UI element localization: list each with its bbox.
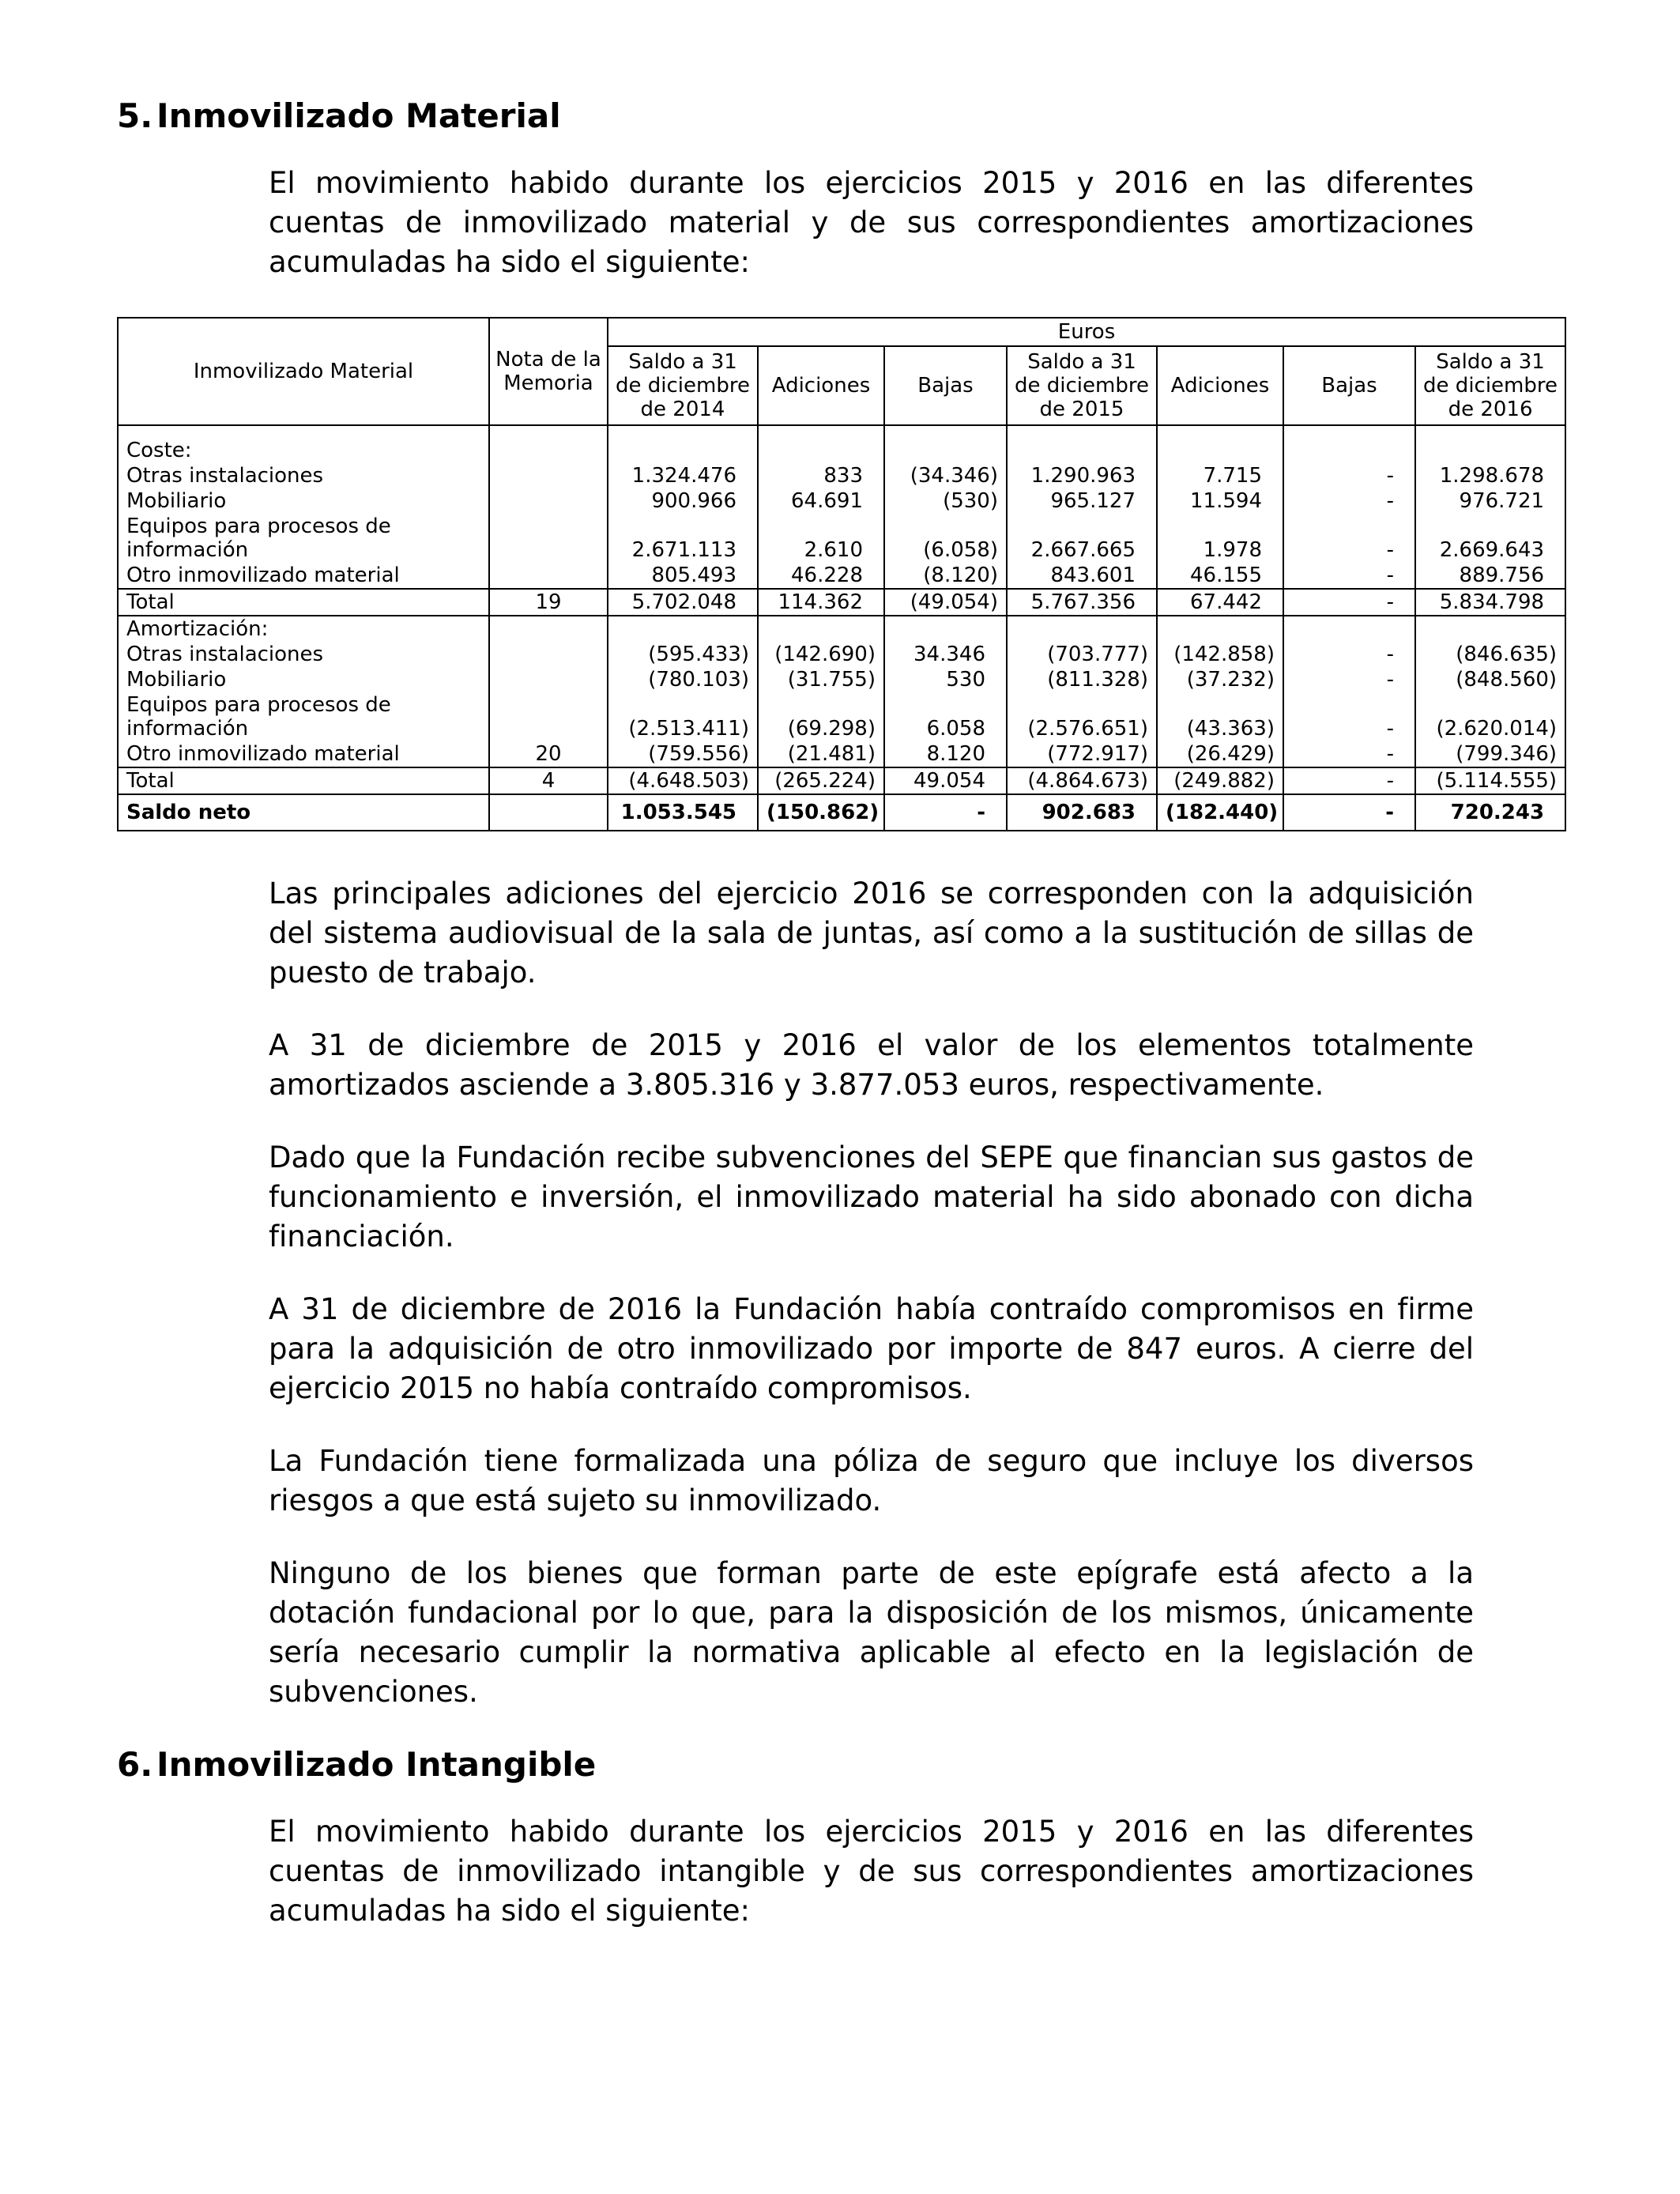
table-value: 1.298.678 (1415, 463, 1565, 488)
table-value: (846.635) (1415, 642, 1565, 667)
table-value (608, 425, 758, 463)
row-label: Saldo neto (118, 794, 489, 831)
table-value: 7.715 (1157, 463, 1283, 488)
row-label: Mobiliario (118, 667, 489, 692)
table-value: - (1283, 767, 1415, 794)
paragraph-adiciones-2016: Las principales adiciones del ejercicio 2016 se corresponden con la adquisición del sistema audiovisual de la sala de juntas, así como a la sustitución de sillas de puesto de trabajo. (269, 876, 1474, 990)
table-value: 965.127 (1007, 488, 1157, 514)
nota-memoria-value: 19 (489, 589, 608, 616)
table-value: - (1283, 642, 1415, 667)
table-value (1415, 616, 1565, 642)
table-value: (34.346) (884, 463, 1007, 488)
table-value: (8.120) (884, 563, 1007, 589)
table-value: 2.669.643 (1415, 514, 1565, 563)
table-value: (772.917) (1007, 741, 1157, 767)
table-row (118, 642, 1565, 667)
nota-memoria-value (489, 794, 608, 831)
table-header (118, 318, 1565, 425)
table-value: (265.224) (758, 767, 884, 794)
table-value (1415, 425, 1565, 463)
table-row (118, 563, 1565, 589)
inmovilizado-material-table (117, 317, 1566, 831)
table-row (118, 488, 1565, 514)
table-value: 976.721 (1415, 488, 1565, 514)
table-value: 2.667.665 (1007, 514, 1157, 563)
table-value: - (1283, 589, 1415, 616)
paragraph-poliza-seguro: La Fundación tiene formalizada una póliza de seguro que incluye los diversos riesgos a que está sujeto su inmovilizado. (269, 1444, 1474, 1517)
table-value: 34.346 (884, 642, 1007, 667)
col-header-saldo-2014: Saldo a 31 de diciembre de 2014 (608, 346, 758, 425)
table-row (118, 514, 1565, 563)
table-value: - (1283, 741, 1415, 767)
table-value (1157, 616, 1283, 642)
table-value (1007, 425, 1157, 463)
table-value: 889.756 (1415, 563, 1565, 589)
col-header-nota-memoria: Nota de la Memoria (489, 318, 608, 425)
table-value: (249.882) (1157, 767, 1283, 794)
table-row (118, 667, 1565, 692)
table-row (118, 741, 1565, 767)
row-label: Otras instalaciones (118, 642, 489, 667)
row-label: Amortización: (118, 616, 489, 642)
table-value: 5.767.356 (1007, 589, 1157, 616)
col-header-saldo-2016: Saldo a 31 de diciembre de 2016 (1415, 346, 1565, 425)
section-5-heading (117, 96, 1565, 135)
table-value: (6.058) (884, 514, 1007, 563)
table-value: (21.481) (758, 741, 884, 767)
table-row (118, 692, 1565, 741)
table-value: 902.683 (1007, 794, 1157, 831)
paragraph-elementos-amortizados: A 31 de diciembre de 2015 y 2016 el valor de los elementos totalmente amortizados asciende a 3.805.316 y 3.877.053 euros, respectivamente. (269, 1028, 1474, 1102)
col-header-adiciones-1: Adiciones (758, 346, 884, 425)
table-value (884, 425, 1007, 463)
table-value: (4.864.673) (1007, 767, 1157, 794)
section-6-number: 6. (117, 1745, 153, 1784)
col-header-bajas-1: Bajas (884, 346, 1007, 425)
table-value (1283, 425, 1415, 463)
paragraph-compromisos: A 31 de diciembre de 2016 la Fundación había contraído compromisos en firme para la adquisición de otro inmovilizado por importe de 847 euros. A cierre del ejercicio 2015 no había contraído compromisos. (269, 1292, 1474, 1405)
table-value: 46.155 (1157, 563, 1283, 589)
nota-memoria-value (489, 425, 608, 589)
row-label: Equipos para procesos de información (118, 514, 489, 563)
row-label: Otro inmovilizado material (118, 563, 489, 589)
table-value: (26.429) (1157, 741, 1283, 767)
table-value (1157, 425, 1283, 463)
table-row (118, 794, 1565, 831)
section-5-number: 5. (117, 96, 153, 135)
table-value: (530) (884, 488, 1007, 514)
table-value: (49.054) (884, 589, 1007, 616)
table-value: (43.363) (1157, 692, 1283, 741)
section-5-intro-paragraph: El movimiento habido durante los ejercicios 2015 y 2016 en las diferentes cuentas de inmovilizado material y de sus correspondientes amortizaciones acumuladas ha sido el siguiente: (269, 166, 1474, 279)
table-value: - (1283, 488, 1415, 514)
table-value: 530 (884, 667, 1007, 692)
table-value: 5.834.798 (1415, 589, 1565, 616)
table-value: (780.103) (608, 667, 758, 692)
euros-group-header: Euros (608, 318, 1565, 346)
table-row (118, 425, 1565, 463)
row-label: Otras instalaciones (118, 463, 489, 488)
table-value: (2.576.651) (1007, 692, 1157, 741)
table-value: - (1283, 692, 1415, 741)
table-value: 11.594 (1157, 488, 1283, 514)
table-value: 67.442 (1157, 589, 1283, 616)
table-value: (142.690) (758, 642, 884, 667)
table-value: 720.243 (1415, 794, 1565, 831)
table-value: 1.290.963 (1007, 463, 1157, 488)
row-label: Mobiliario (118, 488, 489, 514)
table-value: (37.232) (1157, 667, 1283, 692)
section-6-heading (117, 1745, 1565, 1784)
table-value: (4.648.503) (608, 767, 758, 794)
paragraph-dotacion-fundacional: Ninguno de los bienes que forman parte de este epígrafe está afecto a la dotación fundacional por lo que, para la disposición de los mismos, únicamente sería necesario cumplir la normativa aplicable al efecto en la legislación de subvenciones. (269, 1556, 1474, 1709)
table-value (758, 425, 884, 463)
table-value: 46.228 (758, 563, 884, 589)
table-value: (848.560) (1415, 667, 1565, 692)
euros-header-row (118, 318, 1565, 346)
table-value: 833 (758, 463, 884, 488)
row-label: Coste: (118, 425, 489, 463)
table-value: (69.298) (758, 692, 884, 741)
table-value: (182.440) (1157, 794, 1283, 831)
table-value: - (884, 794, 1007, 831)
table-value: - (1283, 463, 1415, 488)
table-value: (595.433) (608, 642, 758, 667)
table-row (118, 767, 1565, 794)
table-value: 2.671.113 (608, 514, 758, 563)
col-header-inmovilizado-material: Inmovilizado Material (118, 318, 489, 425)
table-value: (811.328) (1007, 667, 1157, 692)
row-label: Total (118, 767, 489, 794)
table-row (118, 616, 1565, 642)
table-value: (2.513.411) (608, 692, 758, 741)
row-label: Total (118, 589, 489, 616)
table-value (608, 616, 758, 642)
col-header-saldo-2015: Saldo a 31 de diciembre de 2015 (1007, 346, 1157, 425)
paragraph-subvenciones-sepe: Dado que la Fundación recibe subvenciones del SEPE que financian sus gastos de funcionamiento e inversión, el inmovilizado material ha sido abonado con dicha financiación. (269, 1140, 1474, 1253)
table-value: (759.556) (608, 741, 758, 767)
table-row (118, 463, 1565, 488)
table-value: 64.691 (758, 488, 884, 514)
section-6-intro-paragraph: El movimiento habido durante los ejercicios 2015 y 2016 en las diferentes cuentas de inmovilizado intangible y de sus correspondientes amortizaciones acumuladas ha sido el siguiente: (269, 1815, 1474, 1928)
col-header-bajas-2: Bajas (1283, 346, 1415, 425)
table-value: - (1283, 794, 1415, 831)
table-value: (150.862) (758, 794, 884, 831)
table-value (758, 616, 884, 642)
table-value: (799.346) (1415, 741, 1565, 767)
row-label: Equipos para procesos de información (118, 692, 489, 741)
table-value: 114.362 (758, 589, 884, 616)
table-value: 6.058 (884, 692, 1007, 741)
table-value: - (1283, 563, 1415, 589)
row-label: Otro inmovilizado material (118, 741, 489, 767)
table-value (1283, 616, 1415, 642)
table-value (884, 616, 1007, 642)
table-value: 805.493 (608, 563, 758, 589)
table-value: - (1283, 514, 1415, 563)
table-value: (703.777) (1007, 642, 1157, 667)
table-value: 1.053.545 (608, 794, 758, 831)
table-value: (142.858) (1157, 642, 1283, 667)
nota-memoria-value: 20 (489, 616, 608, 767)
table-value: 8.120 (884, 741, 1007, 767)
table-value (1007, 616, 1157, 642)
table-row (118, 589, 1565, 616)
table-body (118, 425, 1565, 831)
table-value: 2.610 (758, 514, 884, 563)
col-header-adiciones-2: Adiciones (1157, 346, 1283, 425)
table-value: 1.978 (1157, 514, 1283, 563)
table-value: (31.755) (758, 667, 884, 692)
table-value: (5.114.555) (1415, 767, 1565, 794)
table-value: 5.702.048 (608, 589, 758, 616)
section-6-title: Inmovilizado Intangible (156, 1745, 597, 1784)
table-value: 843.601 (1007, 563, 1157, 589)
table-value: 900.966 (608, 488, 758, 514)
table-value: 49.054 (884, 767, 1007, 794)
section-5-title: Inmovilizado Material (156, 96, 561, 135)
table-value: 1.324.476 (608, 463, 758, 488)
nota-memoria-value: 4 (489, 767, 608, 794)
table-value: - (1283, 667, 1415, 692)
table-value: (2.620.014) (1415, 692, 1565, 741)
